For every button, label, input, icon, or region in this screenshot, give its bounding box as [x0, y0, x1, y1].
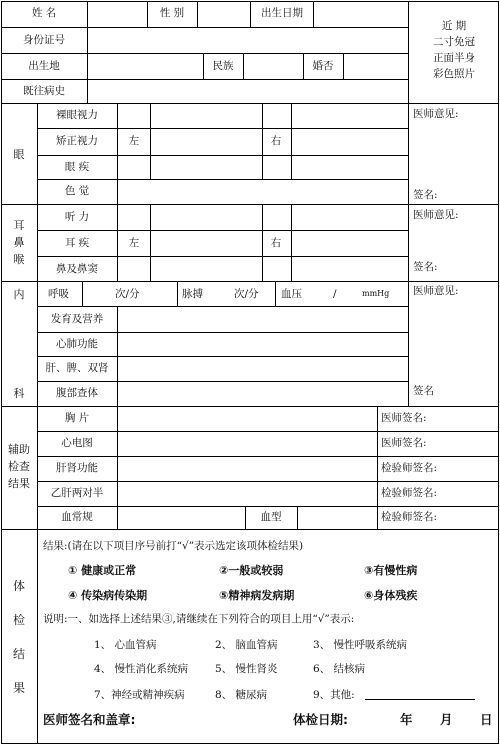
internal-signature: 签名 [413, 385, 434, 397]
result-section-char: 果 [12, 681, 26, 695]
aux-row-label: 血常规 [61, 511, 93, 523]
disease-item[interactable]: 7、神经或精神疾病 [94, 689, 185, 701]
id-number-field[interactable] [89, 29, 407, 52]
aux-signer-label: 检验师签名: [381, 511, 438, 523]
result-section-char: 检 [12, 613, 26, 627]
eye-row-label: 裸眼视力 [56, 109, 98, 121]
photo-note-line: 近 期 [441, 20, 467, 32]
name-field[interactable] [89, 3, 146, 26]
result-section-char: 体 [12, 579, 26, 593]
date-month: 月 [440, 712, 453, 727]
eye-doctor-opinion: 医师意见: [413, 108, 459, 120]
pulse-unit: 次/分 [234, 288, 259, 300]
ent-signature: 签名: [413, 261, 438, 273]
photo-box [410, 18, 498, 82]
marital-field[interactable] [345, 55, 407, 78]
ent-label-char: 鼻 [13, 236, 25, 249]
aux-label-line: 结果 [8, 477, 30, 490]
photo-note-line: 正面半身 [433, 52, 475, 64]
aux-row-label: 心电图 [61, 437, 93, 449]
bp-separator: / [333, 288, 337, 300]
disease-item[interactable]: 5、 慢性肾炎 [215, 663, 278, 675]
disease-item[interactable]: 6、 结核病 [313, 663, 366, 675]
result-intro: 结果:(请在以下项目序号前打“√”表示选定该项体检结果) [43, 540, 304, 552]
aux-label-line: 检查 [8, 460, 30, 473]
ent-label-char: 喉 [13, 253, 25, 266]
breath-label: 呼吸 [48, 288, 69, 300]
eye-row-label: 色 觉 [64, 185, 90, 197]
pulse-label: 脉搏 [182, 288, 203, 300]
result-note: 说明:一、如选择上述结果③,请继续在下列符合的项目上用“√”表示: [43, 613, 355, 625]
ent-left-label: 左 [128, 237, 140, 249]
internal-doctor-opinion: 医师意见: [413, 285, 459, 297]
result-section-char: 结 [12, 647, 26, 661]
internal-section-label-bottom: 科 [13, 387, 25, 400]
internal-row-label: 心肺功能 [56, 338, 98, 350]
gender-label: 性 别 [159, 7, 185, 19]
doctor-sign-label: 医师签名和盖章: [43, 712, 136, 727]
result-option[interactable]: ① 健康或正常 [68, 564, 137, 577]
exam-date-label: 体检日期: [293, 712, 348, 727]
aux-row-label: 胸 片 [64, 412, 90, 424]
ent-row-label: 听 力 [64, 211, 90, 223]
result-option[interactable]: ③有慢性病 [364, 564, 418, 577]
aux-signer-label: 医师签名: [381, 437, 427, 449]
disease-item[interactable]: 2、 脑血管病 [215, 639, 278, 651]
internal-row-label: 发育及营养 [50, 313, 104, 325]
disease-item[interactable]: 4、 慢性消化系统病 [94, 663, 189, 675]
disease-item[interactable]: 8、 糖尿病 [215, 689, 268, 701]
ethnicity-label: 民族 [212, 60, 234, 72]
eye-right-label: 右 [270, 135, 282, 147]
breath-unit: 次/分 [115, 288, 140, 300]
disease-item[interactable]: 9、其他: [313, 689, 355, 701]
result-option[interactable]: ⑤精神病发病期 [219, 589, 295, 602]
aux-signer-label: 检验师签名: [381, 487, 438, 499]
other-disease-field[interactable] [365, 699, 475, 700]
blood-type-label: 血型 [260, 511, 282, 523]
result-option[interactable]: ④ 传染病传染期 [68, 589, 148, 602]
eye-signature: 签名: [413, 189, 438, 201]
ent-doctor-opinion: 医师意见: [413, 209, 459, 221]
eye-row-label: 眼 疾 [64, 161, 90, 173]
eye-left-label: 左 [128, 135, 140, 147]
photo-note-line: 彩色照片 [433, 68, 475, 80]
aux-row-label: 肝肾功能 [56, 462, 98, 474]
ent-row-label: 耳 疾 [64, 237, 90, 249]
history-field[interactable] [89, 81, 407, 102]
id-number-label: 身份证号 [23, 34, 65, 46]
result-option[interactable]: ⑥身体残疾 [364, 589, 418, 602]
date-year: 年 [400, 712, 413, 727]
date-day: 日 [480, 712, 493, 727]
birthplace-label: 出生地 [28, 60, 60, 72]
ent-row-label: 鼻及鼻窦 [56, 263, 98, 275]
birthdate-label: 出生日期 [261, 7, 303, 19]
photo-note-line: 二寸免冠 [433, 36, 475, 48]
disease-item[interactable]: 1、 心血管病 [94, 639, 157, 651]
bp-label: 血压 [281, 288, 302, 300]
aux-section-label [3, 441, 35, 492]
aux-signer-label: 检验师签名: [381, 462, 438, 474]
ent-label-char: 耳 [13, 219, 25, 232]
aux-signer-label: 医师签名: [381, 412, 427, 424]
ethnicity-field[interactable] [245, 55, 302, 78]
marital-label: 婚否 [312, 60, 334, 72]
birthdate-field[interactable] [315, 3, 407, 26]
name-label: 姓 名 [31, 7, 57, 19]
aux-label-line: 辅助 [8, 443, 30, 456]
ent-right-label: 右 [270, 237, 282, 249]
history-label: 既往病史 [23, 85, 65, 97]
eye-section-label: 眼 [13, 148, 25, 161]
bp-unit: mmHg [362, 289, 390, 298]
ent-section-label [11, 217, 27, 268]
internal-row-label: 肝、脾、双肾 [45, 362, 109, 374]
result-option[interactable]: ②一般或较弱 [219, 564, 284, 577]
aux-row-label: 乙肝两对半 [50, 487, 104, 499]
internal-row-label: 腹部查体 [56, 387, 98, 399]
birthplace-field[interactable] [89, 55, 202, 78]
internal-section-label-top: 内 [13, 288, 25, 301]
gender-field[interactable] [199, 3, 249, 26]
disease-item[interactable]: 3、 慢性呼吸系统病 [313, 639, 408, 651]
eye-row-label: 矫正视力 [56, 135, 98, 147]
